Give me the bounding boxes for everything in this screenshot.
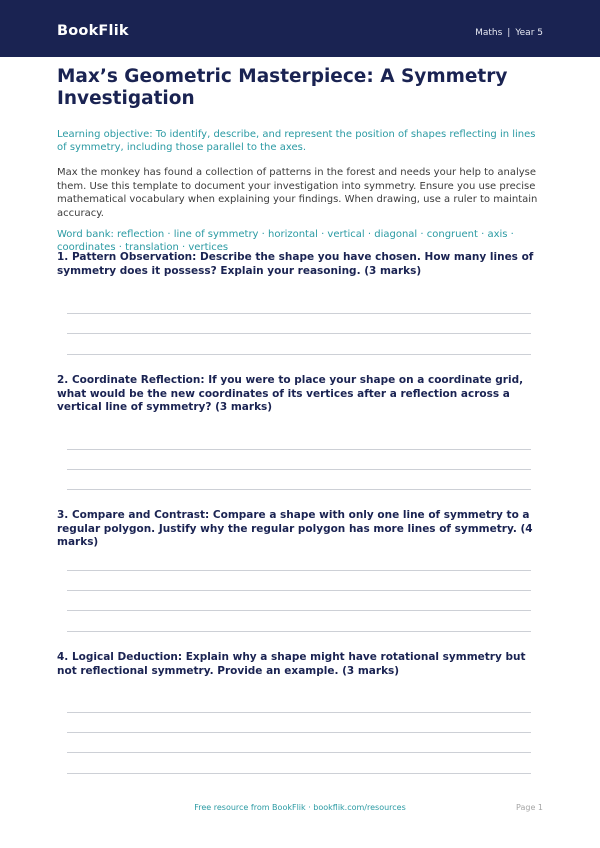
meta-separator: |: [507, 28, 511, 38]
answer-line[interactable]: [67, 449, 531, 450]
answer-line[interactable]: [67, 631, 531, 632]
word-bank: Word bank: reflection · line of symmetry · horizontal · vertical · diagonal · congruent · axis · coordinates · translation · vertices: [57, 229, 514, 253]
learning-objective: Learning objective: To identify, describe, and represent the position of shapes reflecting in lines of symmetry, including those parallel to the axes.: [57, 129, 536, 153]
answer-line[interactable]: [67, 590, 531, 591]
worksheet-title: Max’s Geometric Masterpiece: A Symmetry Investigation: [57, 66, 508, 109]
year-label: Year 5: [515, 28, 543, 38]
question-3: 3. Compare and Contrast: Compare a shape with only one line of symmetry to a regular polygon. Justify why the regular polygon has more lines of symmetry. (4 marks): [57, 509, 533, 548]
answer-line[interactable]: [67, 752, 531, 753]
answer-line[interactable]: [67, 610, 531, 611]
page-header: [0, 0, 600, 57]
subject-label: Maths: [475, 28, 503, 38]
answer-line[interactable]: [67, 313, 531, 314]
intro-paragraph: Max the monkey has found a collection of patterns in the forest and needs your help to analyse them. Use this template to document your investigation into symmetry. Ensure you use precise mathematical vocabulary when explaining your findings. When drawing, use a ruler to maintain accuracy.: [57, 167, 538, 219]
question-4: 4. Logical Deduction: Explain why a shape might have rotational symmetry but not reflectional symmetry. Provide an example. (3 marks): [57, 651, 526, 677]
answer-line[interactable]: [67, 712, 531, 713]
question-1: 1. Pattern Observation: Describe the shape you have chosen. How many lines of symmetry does it possess? Explain your reasoning. (3 marks): [57, 251, 534, 277]
answer-line[interactable]: [67, 354, 531, 355]
answer-line[interactable]: [67, 469, 531, 470]
answer-line[interactable]: [67, 333, 531, 334]
subject-year-label: [475, 28, 543, 38]
page-number: Page 1: [516, 803, 543, 812]
worksheet-intro: [57, 66, 543, 254]
question-2: 2. Coordinate Reflection: If you were to place your shape on a coordinate grid, what would be the new coordinates of its vertices after a reflection across a vertical line of symmetry? (3 marks): [57, 374, 524, 413]
answer-line[interactable]: [67, 732, 531, 733]
footer-resource-link[interactable]: Free resource from BookFlik · bookflik.com/resources: [194, 803, 406, 812]
answer-line[interactable]: [67, 773, 531, 774]
brand-logo[interactable]: BookFlik: [57, 23, 129, 39]
answer-line[interactable]: [67, 570, 531, 571]
answer-line[interactable]: [67, 489, 531, 490]
